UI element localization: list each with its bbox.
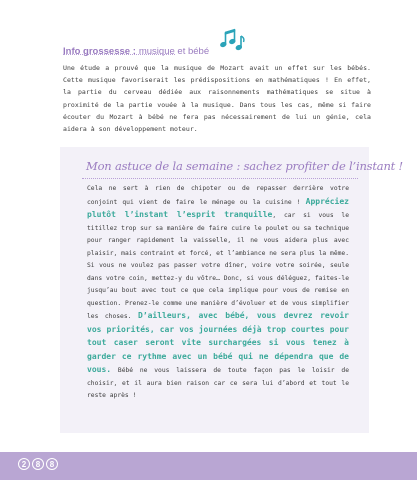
page-digit: 8: [32, 458, 44, 470]
tip-highlight-2: D’ailleurs, avec bébé, vous devrez revoir vos priorités, car vos journées déjà trop courtes pour tout caser seront vite surchargées si vous tenez à garder ce rythme avec un bébé qui ne dépendra que de vous.: [87, 311, 349, 374]
page-digit: 2: [18, 458, 30, 470]
info-subtitle: musique et bébé: [138, 45, 210, 57]
page-footer: [0, 452, 417, 480]
tip-highlight-1: Appréciez plutôt l’instant l’esprit tranquille: [87, 196, 349, 219]
info-title: Info grossesse :: [63, 45, 136, 57]
tip-title-divider: [82, 178, 358, 179]
tip-box: [60, 147, 403, 433]
tip-title: Mon astuce de la semaine : sachez profiter de l’instant !: [86, 159, 403, 173]
info-title-divider: [63, 54, 175, 55]
tip-text-2: , car si vous le titillez trop sur sa manière de faire cuire le poulet ou sa technique pour ranger rapidement la vaisselle, il ne vous aidera plus avec plaisir, mais contraint et forcé, et l’ambiance ne sera plus la même. Si vous ne voulez pas passer votre dîner, voire votre soirée, seule dans votre coin, mettez-y du vôtre… Donc, si vous déléguez, faites-le jusqu’au bout avec tout ce que cela implique pour vous de remise en question. Prenez-le comme une manière d’évoluer et de vous simplifier les choses.: [87, 212, 349, 320]
info-body: Une étude a prouvé que la musique de Mozart avait un effet sur les bébés. Cette musique favoriserait les prédispositions en mathématiques ! En effet, la partie du cerveau dédiée aux raisonnements mathématiques se situe à proximité de la partie vouée à la musique. Dans tous les cas, même si faire écouter du Mozart à bébé ne fera pas nécessairement de lui un génie, cela aidera à son développement moteur.: [63, 64, 371, 134]
music-notes-icon: [219, 28, 245, 52]
page-digit: 8: [46, 458, 58, 470]
tip-text-1: Cela ne sert à rien de chipoter ou de repasser derrière votre conjoint qui vient de faire le ménage ou la cuisine !: [87, 185, 349, 206]
info-block: [63, 38, 371, 135]
tip-text-3: Bébé ne vous laissera de toute façon pas le loisir de choisir, et il aura bien raison car ce sera lui d’abord et tout le reste après !: [87, 367, 349, 399]
page-number: [18, 458, 58, 470]
tip-body: [87, 183, 349, 403]
